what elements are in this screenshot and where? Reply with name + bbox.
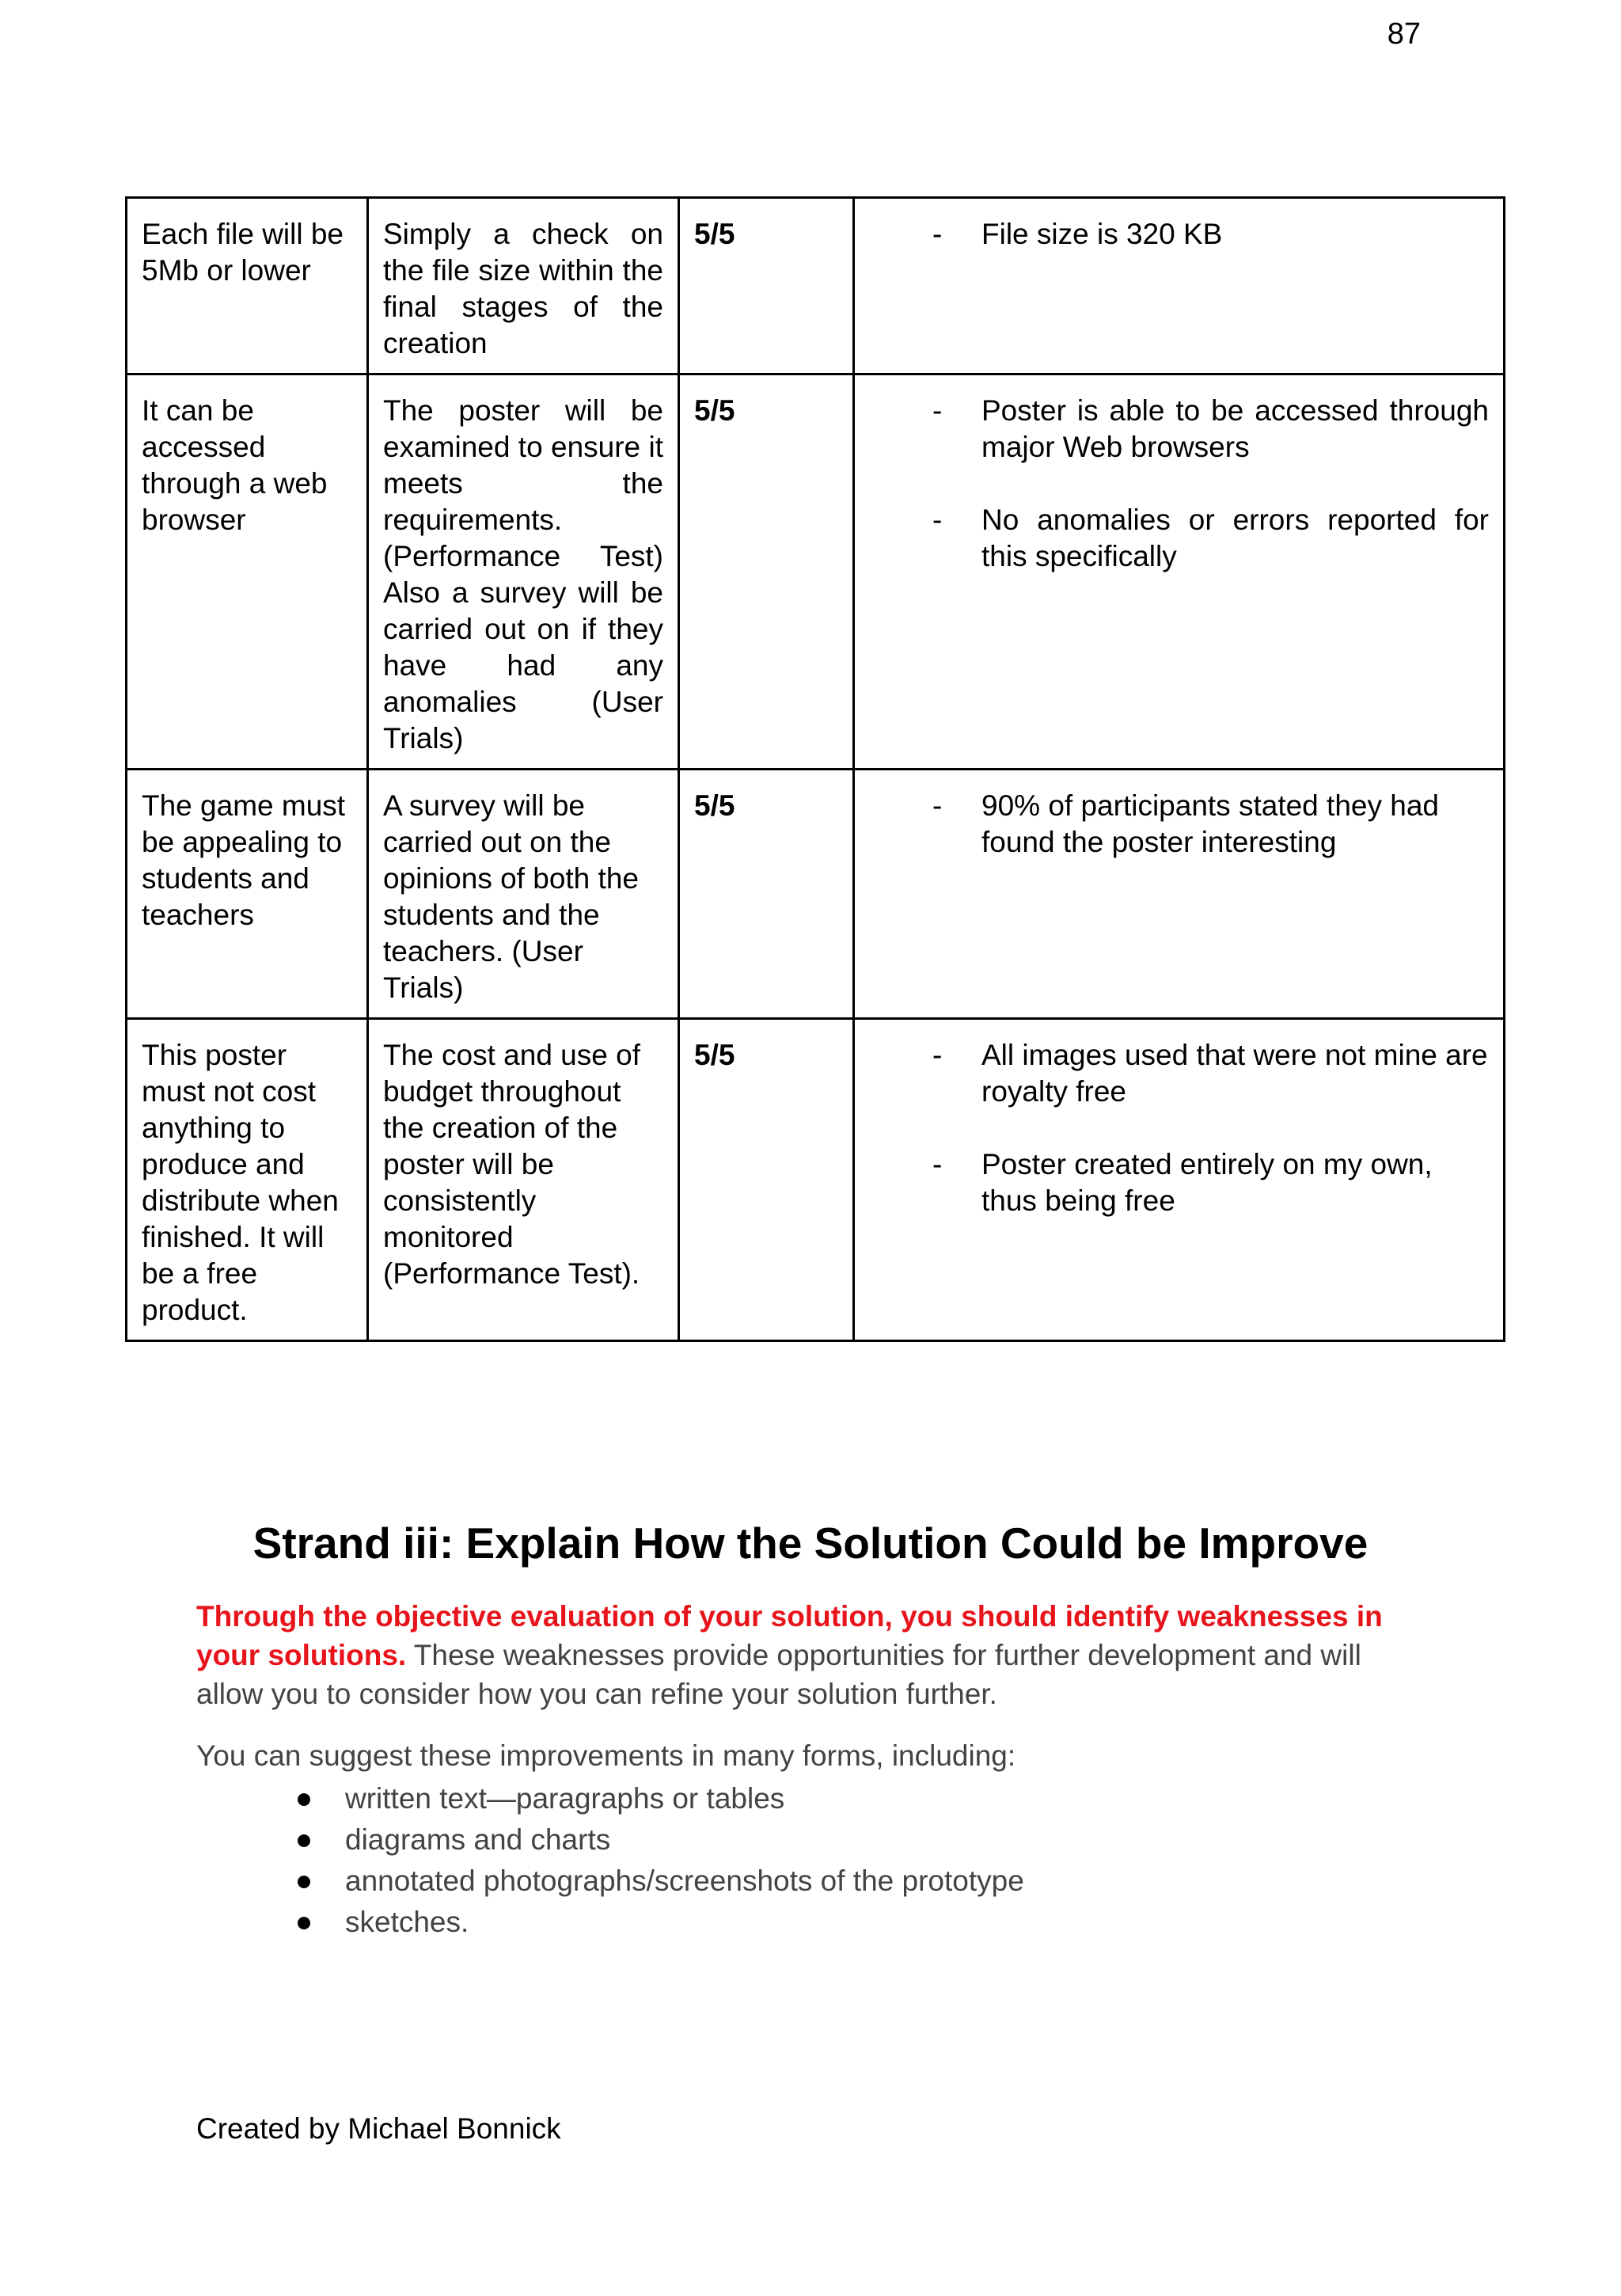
list-item: diagrams and charts [294,1819,1024,1861]
score-cell: 5/5 [679,1019,854,1341]
list-item: annotated photographs/screenshots of the prototype [294,1861,1024,1902]
score-cell: 5/5 [679,198,854,374]
intro-emphasis: Through the objective evaluation of your solution, you should identify weaknesses in your solutions. [196,1600,1383,1671]
dash-bullet: - [932,789,943,822]
dash-bullet: - [932,504,943,536]
table-row [127,770,1505,1019]
evidence-item: - No anomalies or errors reported for this specifically [932,504,1489,572]
evidence-item: - File size is 320 KB [869,216,1489,253]
list-item: written text—paragraphs or tables [294,1778,1024,1819]
suggest-paragraph: You can suggest these improvements in many forms, including: [196,1739,1016,1772]
table-row [127,198,1505,374]
evidence-item: - All images used that were not mine are royalty free [932,1039,1488,1108]
evidence-cell [854,198,1505,374]
evidence-cell [854,374,1505,770]
page-number: 87 [1387,17,1421,51]
dash-bullet: - [932,1039,943,1071]
section-heading: Strand iii: Explain How the Solution Could be Improve [252,1518,1369,1568]
method-cell: The poster will be examined to ensure it meets the requirements. (Performance Test) Also a survey will be carried out on if they have had any anomalies (User Trials) [368,374,679,770]
evidence-cell [854,770,1505,1019]
dash-bullet: - [932,394,943,427]
improvement-forms-list [294,1778,1024,1943]
criterion-cell: It can be accessed through a web browser [127,374,368,770]
bullet-dot-icon [298,1917,310,1929]
method-cell: Simply a check on the file size within the final stages of the creation [368,198,679,374]
list-item: sketches. [294,1902,1024,1943]
evidence-cell [854,1019,1505,1341]
intro-rest: These weaknesses provide opportunities for further development and will allow you to consider how you can refine your solution further. [196,1639,1361,1710]
dash-bullet: - [932,218,943,250]
evidence-item: - Poster created entirely on my own, thus being free [932,1148,1433,1217]
criterion-cell: This poster must not cost anything to produce and distribute when finished. It will be a free product. [127,1019,368,1341]
evaluation-table [125,196,1505,1342]
evidence-item: - Poster is able to be accessed through major Web browsers [932,394,1489,463]
score-cell: 5/5 [679,770,854,1019]
table-row [127,1019,1505,1341]
method-cell: A survey will be carried out on the opinions of both the students and the teachers. (User Trials) [368,770,679,1019]
criterion-cell: Each file will be 5Mb or lower [127,198,368,374]
bullet-dot-icon [298,1876,310,1888]
bullet-dot-icon [298,1834,310,1847]
table-row [127,374,1505,770]
intro-paragraph [196,1597,1431,1713]
evidence-item: - 90% of participants stated they had found the poster interesting [932,789,1439,858]
dash-bullet: - [932,1148,943,1180]
method-cell: The cost and use of budget throughout the creation of the poster will be consistently monitored (Performance Test). [368,1019,679,1341]
score-cell: 5/5 [679,374,854,770]
criterion-cell: The game must be appealing to students and teachers [127,770,368,1019]
footer-credit: Created by Michael Bonnick [196,2112,561,2145]
bullet-dot-icon [298,1793,310,1806]
